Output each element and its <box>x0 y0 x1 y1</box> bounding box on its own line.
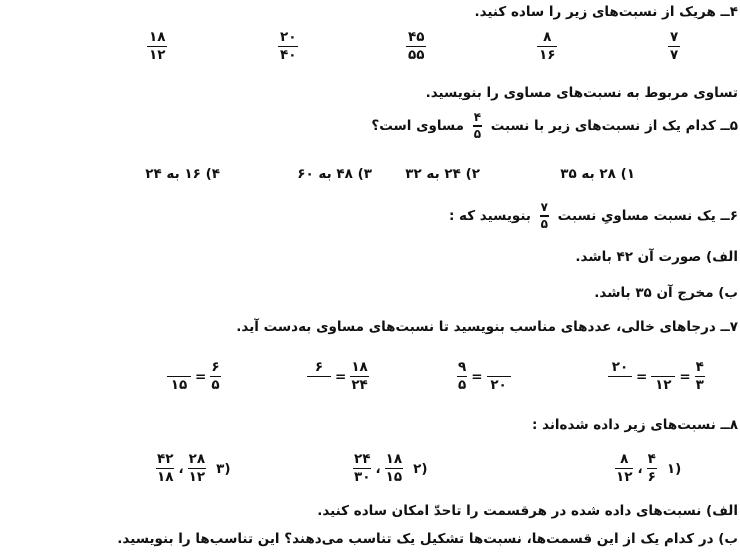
q5-option-4: ۴) ۱۶ به ۲۴ <box>145 166 220 182</box>
numerator: ۲۴ <box>354 451 371 467</box>
numerator: ۹ <box>458 359 467 375</box>
numerator: ۶ <box>211 359 220 375</box>
q8-3-fraction-a <box>156 452 174 485</box>
equals-sign: = <box>636 368 648 385</box>
denominator: ۱۲ <box>616 469 633 486</box>
denominator: ۵۵ <box>408 47 425 64</box>
q8-1-label: ۱) <box>666 460 682 477</box>
q4-fraction-3 <box>406 30 426 63</box>
denominator: ۵ <box>458 377 467 394</box>
q5-option-1: ۱) ۲۸ به ۳۵ <box>560 166 635 182</box>
numerator: ۱۸ <box>149 29 166 45</box>
denominator: ۱۲ <box>655 377 672 394</box>
q5-prefix: ۵ــ کدام یک از نسبت‌های زیر با نسبت <box>490 118 738 134</box>
q8-part-b: ب) در کدام یک از این قسمت‌ها، نسبت‌ها تشکیل یک تناسب می‌دهند؟ این تناسب‌ها را بنویسید. <box>117 531 738 547</box>
equals-sign: = <box>195 368 207 385</box>
denominator: ۷ <box>670 47 679 64</box>
numerator: ۲۰ <box>611 359 629 375</box>
q8-group-3 <box>155 452 232 485</box>
denominator: ۵ <box>540 216 548 231</box>
q7-2-fraction-a <box>487 360 511 393</box>
comma: ، <box>375 460 381 477</box>
q8-title: ۸ــ نسبت‌های زیر داده شده‌اند : <box>531 417 738 433</box>
numerator: ۸ <box>620 451 629 467</box>
q7-item-2 <box>456 360 512 393</box>
q7-4-fraction-a <box>210 360 220 393</box>
q8-3-fraction-b <box>188 452 206 485</box>
q7-item-4 <box>166 360 222 393</box>
q7-3-fraction-b <box>307 360 331 393</box>
numerator: ۶ <box>314 359 324 375</box>
q7-1-fraction-a <box>695 360 705 393</box>
q6-part-a: الف) صورت آن ۴۲ باشد. <box>575 249 738 265</box>
q5-title <box>371 110 738 142</box>
q6-suffix: بنویسید که : <box>448 208 531 224</box>
denominator: ۲۴ <box>351 377 368 394</box>
q4-fraction-2 <box>537 30 557 63</box>
q6-fraction <box>540 201 549 230</box>
q8-1-fraction-b <box>647 452 657 485</box>
q4-title: ۴ــ هریک از نسبت‌های زیر را ساده کنید. <box>474 4 738 20</box>
numerator: ۲۰ <box>280 29 297 45</box>
q8-group-2 <box>352 452 429 485</box>
q8-group-1 <box>614 452 682 485</box>
q6-title <box>449 200 738 232</box>
q8-2-fraction-a <box>353 452 371 485</box>
q8-2-fraction-b <box>385 452 403 485</box>
blank-input[interactable] <box>608 378 632 393</box>
comma: ، <box>178 460 184 477</box>
denominator: ۱۲ <box>149 47 166 64</box>
denominator: ۳ <box>695 377 704 394</box>
comma: ، <box>637 460 643 477</box>
denominator: ۱۵ <box>170 377 188 394</box>
blank-input[interactable] <box>651 360 675 375</box>
equals-sign: = <box>471 368 483 385</box>
q8-2-label: ۲) <box>413 460 428 477</box>
q4-fraction-1 <box>668 30 680 63</box>
q6-prefix: ۶ــ یک نسبت مساویِ نسبت <box>557 208 738 224</box>
denominator: ۵ <box>473 126 482 141</box>
numerator: ۴۲ <box>157 451 174 467</box>
q8-part-a: الف) نسبت‌های داده شده در هرقسمت را تاحدّ امکان ساده کنید. <box>317 503 738 519</box>
q8-3-label: ۳) <box>216 460 231 477</box>
q4-fraction-5 <box>147 30 167 63</box>
q7-1-fraction-b <box>651 360 675 393</box>
numerator: ۷ <box>540 200 548 215</box>
denominator: ۱۲ <box>188 469 206 486</box>
denominator: ۴۰ <box>280 47 297 64</box>
numerator: ۷ <box>670 29 679 45</box>
q5-suffix: مساوی است؟ <box>371 118 465 134</box>
numerator: ۸ <box>543 29 552 45</box>
numerator: ۴ <box>647 451 656 467</box>
numerator: ۱۸ <box>385 451 403 467</box>
denominator: ۱۶ <box>539 47 556 64</box>
denominator: ۱۸ <box>157 469 174 486</box>
q7-item-3 <box>306 360 370 393</box>
equals-sign: = <box>679 368 691 385</box>
denominator: ۳۰ <box>354 469 371 486</box>
numerator: ۲۸ <box>188 451 206 467</box>
q7-4-fraction-b <box>167 360 191 393</box>
denominator: ۲۰ <box>490 377 507 394</box>
q7-1-fraction-c <box>608 360 632 393</box>
numerator: ۴ <box>695 359 704 375</box>
denominator: ۶ <box>647 469 656 486</box>
q4-fraction-4 <box>278 30 298 63</box>
numerator: ۴ <box>473 110 482 125</box>
numerator: ۴۵ <box>408 29 425 45</box>
q7-item-1 <box>607 360 706 393</box>
q5-option-2: ۲) ۲۴ به ۳۲ <box>405 166 480 182</box>
q7-3-fraction-a <box>350 360 368 393</box>
equals-sign: = <box>335 368 347 385</box>
q5-option-3: ۳) ۴۸ به ۶۰ <box>297 166 372 182</box>
denominator: ۱۵ <box>385 469 403 486</box>
denominator: ۵ <box>211 377 220 394</box>
q8-1-fraction-a <box>615 452 633 485</box>
numerator: ۱۸ <box>351 359 368 375</box>
blank-input[interactable] <box>307 378 331 393</box>
q5-fraction <box>473 111 482 140</box>
q7-title: ۷ــ درجاهای خالی، عددهای مناسب بنویسید تا نسبت‌های مساوی به‌دست آید. <box>236 319 738 335</box>
q4-note: تساوی مربوط به نسبت‌های مساوی را بنویسید. <box>425 85 738 101</box>
blank-input[interactable] <box>167 360 191 375</box>
q7-2-fraction-b <box>457 360 467 393</box>
q6-part-b: ب) مخرج آن ۳۵ باشد. <box>594 285 738 301</box>
blank-input[interactable] <box>487 360 511 375</box>
